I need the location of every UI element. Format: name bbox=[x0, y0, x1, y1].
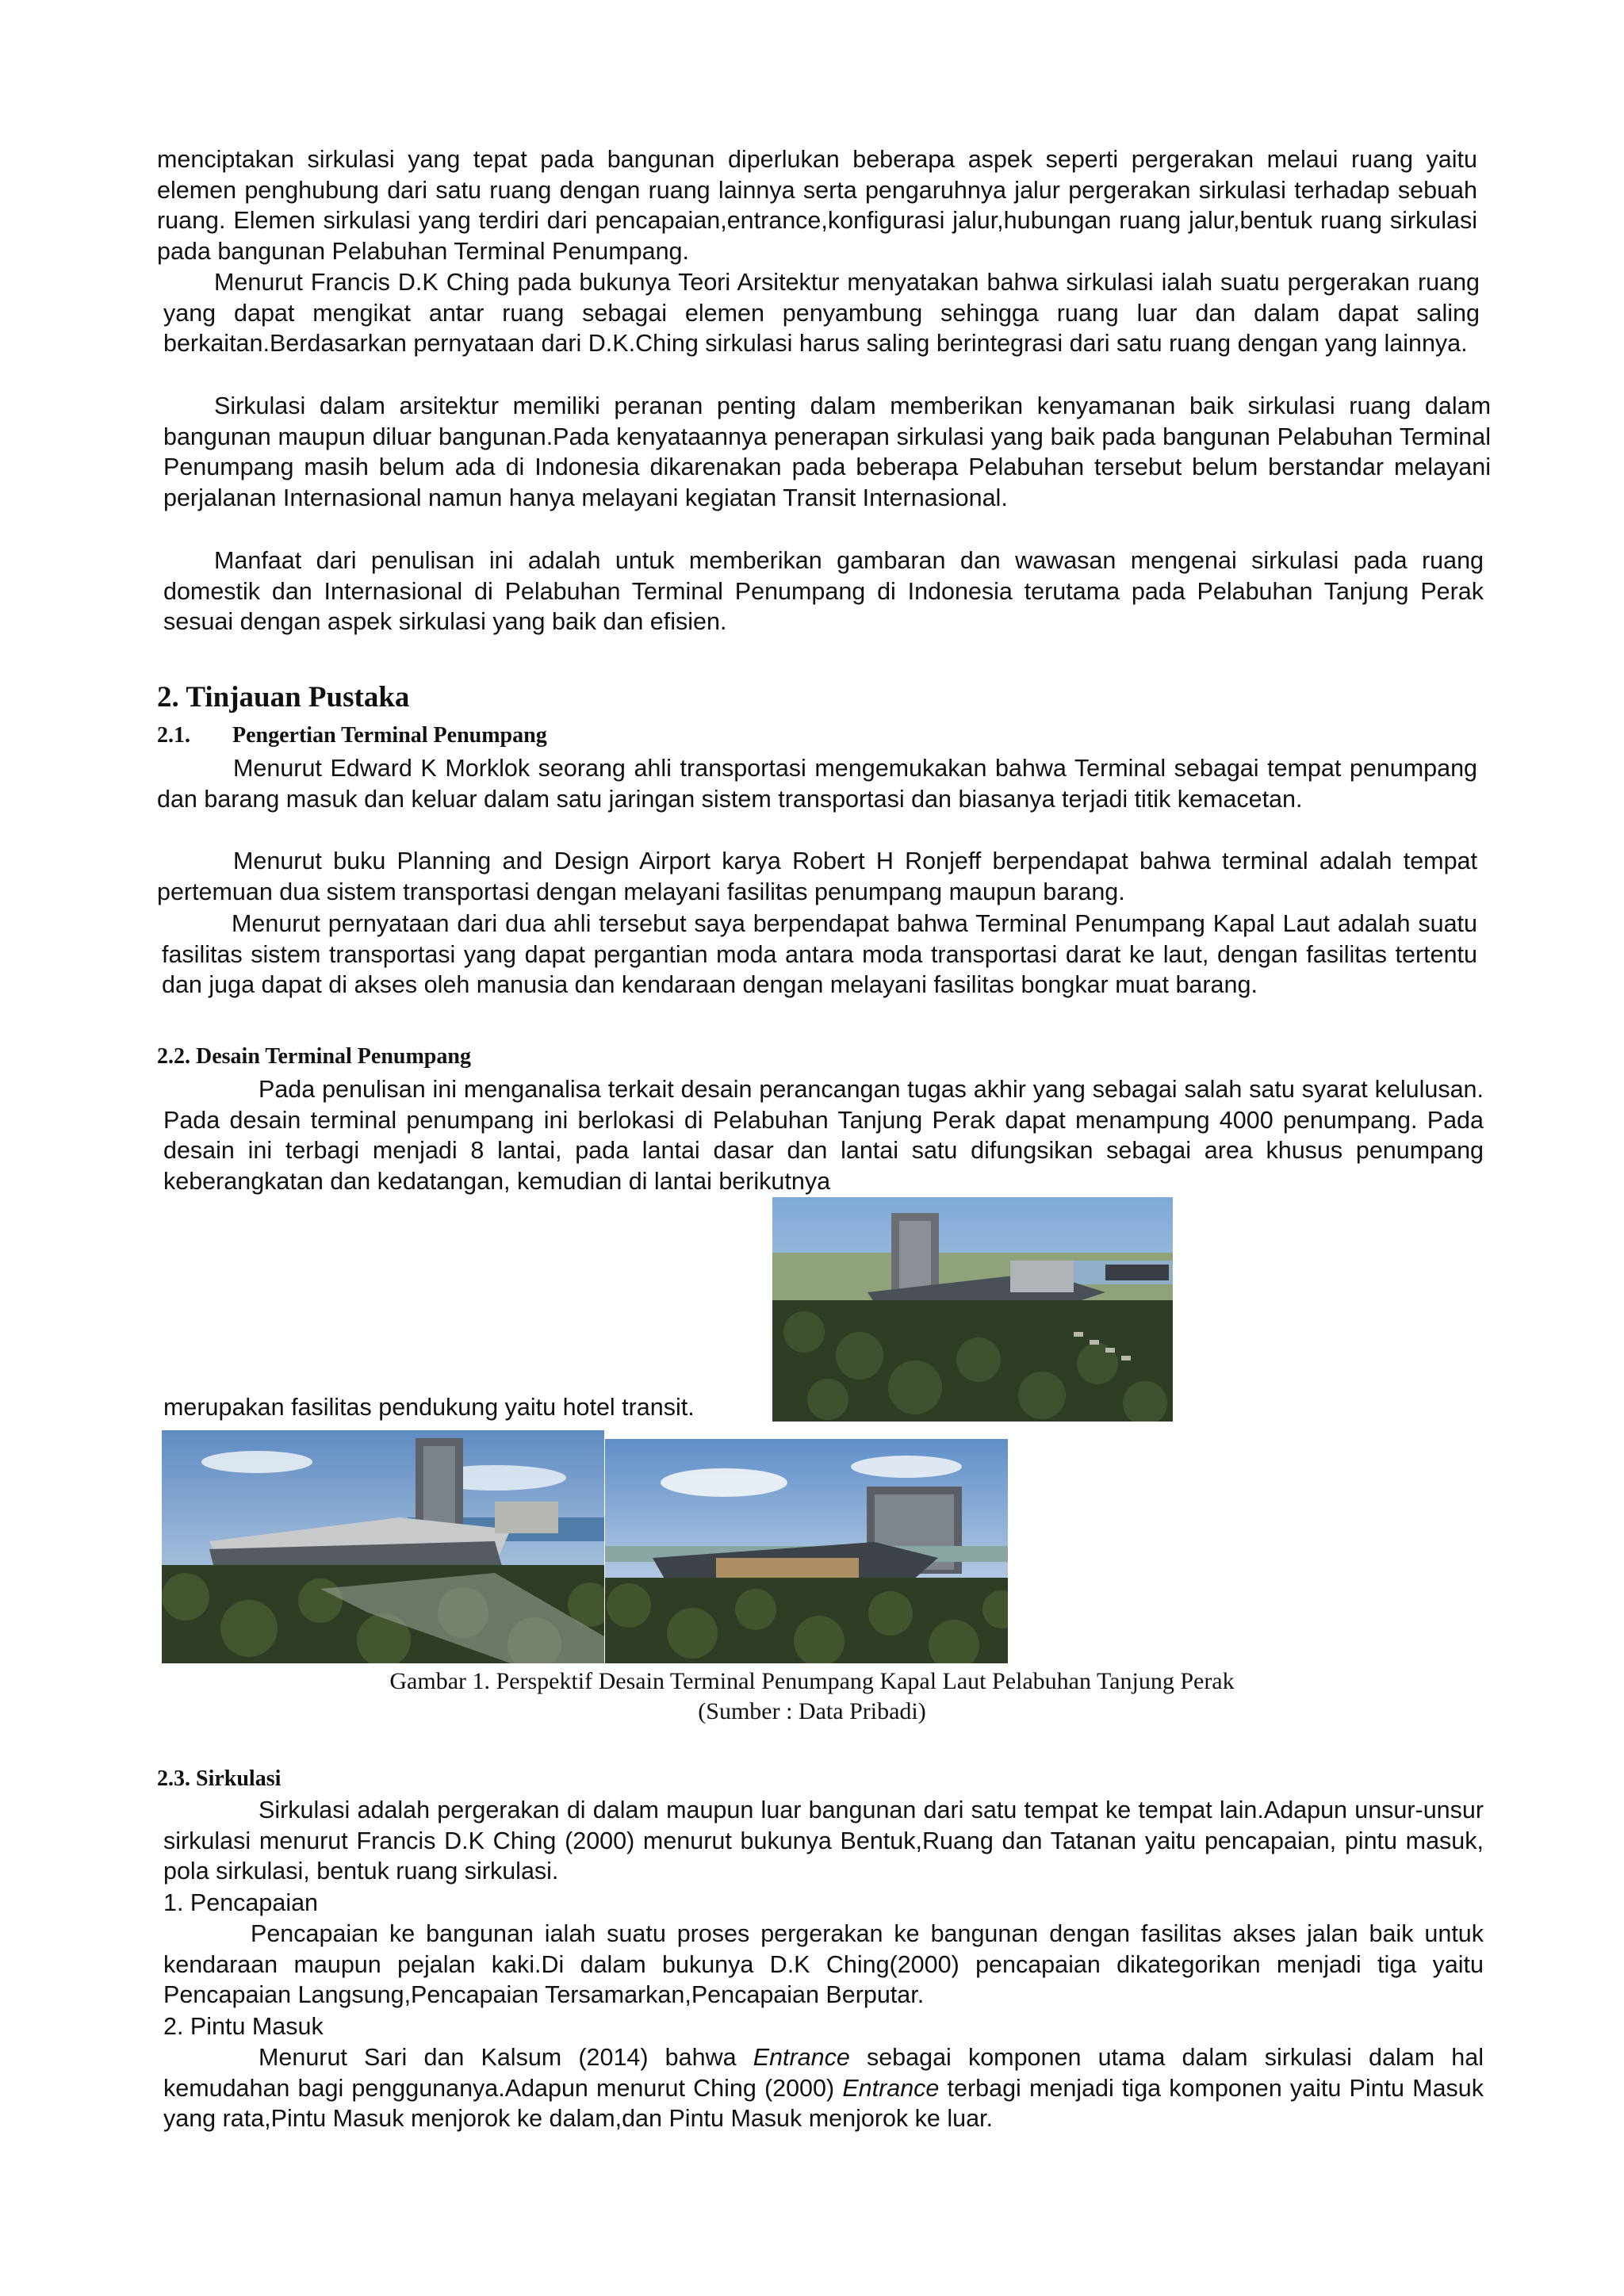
s22-paragraph-end bbox=[163, 1392, 766, 1423]
terminal-render-side bbox=[162, 1430, 604, 1663]
s21-paragraph-2 bbox=[157, 846, 1477, 907]
figure-render-top bbox=[772, 1197, 1173, 1422]
s23-paragraph-1 bbox=[163, 1795, 1484, 1887]
intro-paragraph-3 bbox=[163, 391, 1491, 513]
s22-paragraph-1 bbox=[163, 1074, 1484, 1196]
figure-caption-source: (Sumber : Data Pribadi) bbox=[698, 1698, 926, 1724]
entrance-term-1: Entrance bbox=[753, 2044, 850, 2071]
s21-text-2: Menurut buku Planning and Design Airport karya Robert H Ronjeff berpendapat bahwa terminal adalah tempat pertemuan dua sistem transportasi dengan melayani fasilitas penumpang maupun barang. bbox=[157, 848, 1477, 905]
s21-paragraph-1 bbox=[157, 753, 1477, 814]
terminal-render-front bbox=[605, 1439, 1008, 1663]
intro-paragraph-1 bbox=[157, 144, 1477, 266]
intro-text-2: Menurut Francis D.K Ching pada bukunya Teori Arsitektur menyatakan bahwa sirkulasi ialah suatu pergerakan ruang yang dapat mengikat antar ruang sebagai elemen penyambung sehingga ruang luar dan dalam dapat saling berkaitan.Berdasarkan pernyataan dari D.K.Ching sirkulasi harus saling berintegrasi dari satu ruang dengan yang lainnya. bbox=[163, 269, 1480, 357]
intro-text-4: Manfaat dari penulisan ini adalah untuk memberikan gambaran dan wawasan mengenai sirkulasi pada ruang domestik dan Internasional di Pelabuhan Terminal Penumpang di Indonesia terutama pada Pelabuhan Tanjung Perak sesuai dengan aspek sirkulasi yang baik dan efisien. bbox=[163, 547, 1484, 635]
figure-render-right bbox=[605, 1439, 1008, 1663]
figure-render-left bbox=[162, 1430, 604, 1663]
section-heading-2: 2. Tinjauan Pustaka bbox=[157, 681, 410, 714]
s22-text-end: merupakan fasilitas pendukung yaitu hotel transit. bbox=[163, 1394, 695, 1421]
intro-paragraph-4 bbox=[163, 545, 1484, 637]
intro-paragraph-2 bbox=[163, 267, 1480, 359]
s23-item2-text-b: sebagai komponen utama dalam sirkulasi dalam hal kemudahan bagi penggunanya.Adapun menurut Ching (2000) bbox=[163, 2044, 1484, 2102]
intro-text-1: menciptakan sirkulasi yang tepat pada bangunan diperlukan beberapa aspek seperti pergerakan melaui ruang yaitu elemen penghubung dari satu ruang dengan ruang lainnya serta pengaruhnya jalur pergerakan sirkulasi terhadap sebuah ruang. Elemen sirkulasi yang terdiri dari pencapaian,entrance,konfigurasi jalur,hubungan ruang jalur,bentuk ruang sirkulasi pada bangunan Pelabuhan Terminal Penumpang. bbox=[157, 146, 1477, 265]
s23-item1-paragraph bbox=[163, 1919, 1484, 2011]
subsection-title-2-1: Pengertian Terminal Penumpang bbox=[232, 723, 547, 748]
s21-text-1: Menurut Edward K Morklok seorang ahli transportasi mengemukakan bahwa Terminal sebagai tempat penumpang dan barang masuk dan keluar dalam satu jaringan sistem transportasi dan biasanya terjadi titik kemacetan. bbox=[157, 755, 1477, 813]
s23-item2-text-a: Menurut Sari dan Kalsum (2014) bahwa bbox=[259, 2044, 753, 2071]
entrance-term-2: Entrance bbox=[842, 2074, 940, 2102]
s21-paragraph-3 bbox=[162, 909, 1477, 1001]
subsection-number-2-1: 2.1. bbox=[157, 723, 190, 748]
s23-item2-text-c: terbagi menjadi tiga komponen yaitu Pintu Masuk yang rata,Pintu Masuk menjorok ke dalam,dan Pintu Masuk menjorok ke luar. bbox=[163, 2074, 1484, 2132]
figure-caption-title: Gambar 1. Perspektif Desain Terminal Penumpang Kapal Laut Pelabuhan Tanjung Perak bbox=[389, 1668, 1235, 1694]
s22-text-1: Pada penulisan ini menganalisa terkait desain perancangan tugas akhir yang sebagai salah satu syarat kelulusan. Pada desain terminal penumpang ini berlokasi di Pelabuhan Tanjung Perak dapat menampung 4000 penumpang. Pada desain ini terbagi menjadi 8 lantai, pada lantai dasar dan lantai satu difungsikan sebagai area khusus penumpang keberangkatan dan kedatangan, kemudian di lantai berikutnya bbox=[163, 1076, 1484, 1195]
terminal-render-aerial bbox=[772, 1197, 1173, 1422]
s23-list-item-1: 1. Pencapaian bbox=[163, 1889, 319, 1916]
s23-list-item-2: 2. Pintu Masuk bbox=[163, 2013, 324, 2040]
s23-item1-text: Pencapaian ke bangunan ialah suatu proses pergerakan ke bangunan dengan fasilitas akses jalan baik untuk kendaraan maupun pejalan kaki.Di dalam bukunya D.K Ching(2000) pencapaian dikategorikan menjadi tiga yaitu Pencapaian Langsung,Pencapaian Tersamarkan,Pencapaian Berputar. bbox=[163, 1920, 1484, 2008]
s21-text-3: Menurut pernyataan dari dua ahli tersebut saya berpendapat bahwa Terminal Penumpang Kapal Laut adalah suatu fasilitas sistem transportasi yang dapat pergantian moda antara moda transportasi darat ke laut, dengan fasilitas tertentu dan juga dapat di akses oleh manusia dan kendaraan dengan melayani fasilitas bongkar muat barang. bbox=[162, 910, 1477, 998]
subsection-heading-2-1 bbox=[157, 723, 547, 748]
s23-item2-text bbox=[163, 2042, 1484, 2134]
subsection-heading-2-3: 2.3. Sirkulasi bbox=[157, 1766, 282, 1791]
intro-text-3: Sirkulasi dalam arsitektur memiliki peranan penting dalam memberikan kenyamanan baik sirkulasi ruang dalam bangunan maupun diluar bangunan.Pada kenyataannya penerapan sirkulasi yang baik pada bangunan Pelabuhan Terminal Penumpang masih belum ada di Indonesia dikarenakan pada beberapa Pelabuhan tersebut belum berstandar melayani perjalanan Internasional namun hanya melayani kegiatan Transit Internasional. bbox=[163, 392, 1491, 511]
s23-text-1: Sirkulasi adalah pergerakan di dalam maupun luar bangunan dari satu tempat ke tempat lain.Adapun unsur-unsur sirkulasi menurut Francis D.K Ching (2000) menurut bukunya Bentuk,Ruang dan Tatanan yaitu pencapaian, pintu masuk, pola sirkulasi, bentuk ruang sirkulasi. bbox=[163, 1797, 1484, 1885]
subsection-heading-2-2: 2.2. Desain Terminal Penumpang bbox=[157, 1044, 471, 1069]
s23-item2-paragraph bbox=[163, 2042, 1484, 2134]
figure-caption bbox=[238, 1667, 1386, 1727]
